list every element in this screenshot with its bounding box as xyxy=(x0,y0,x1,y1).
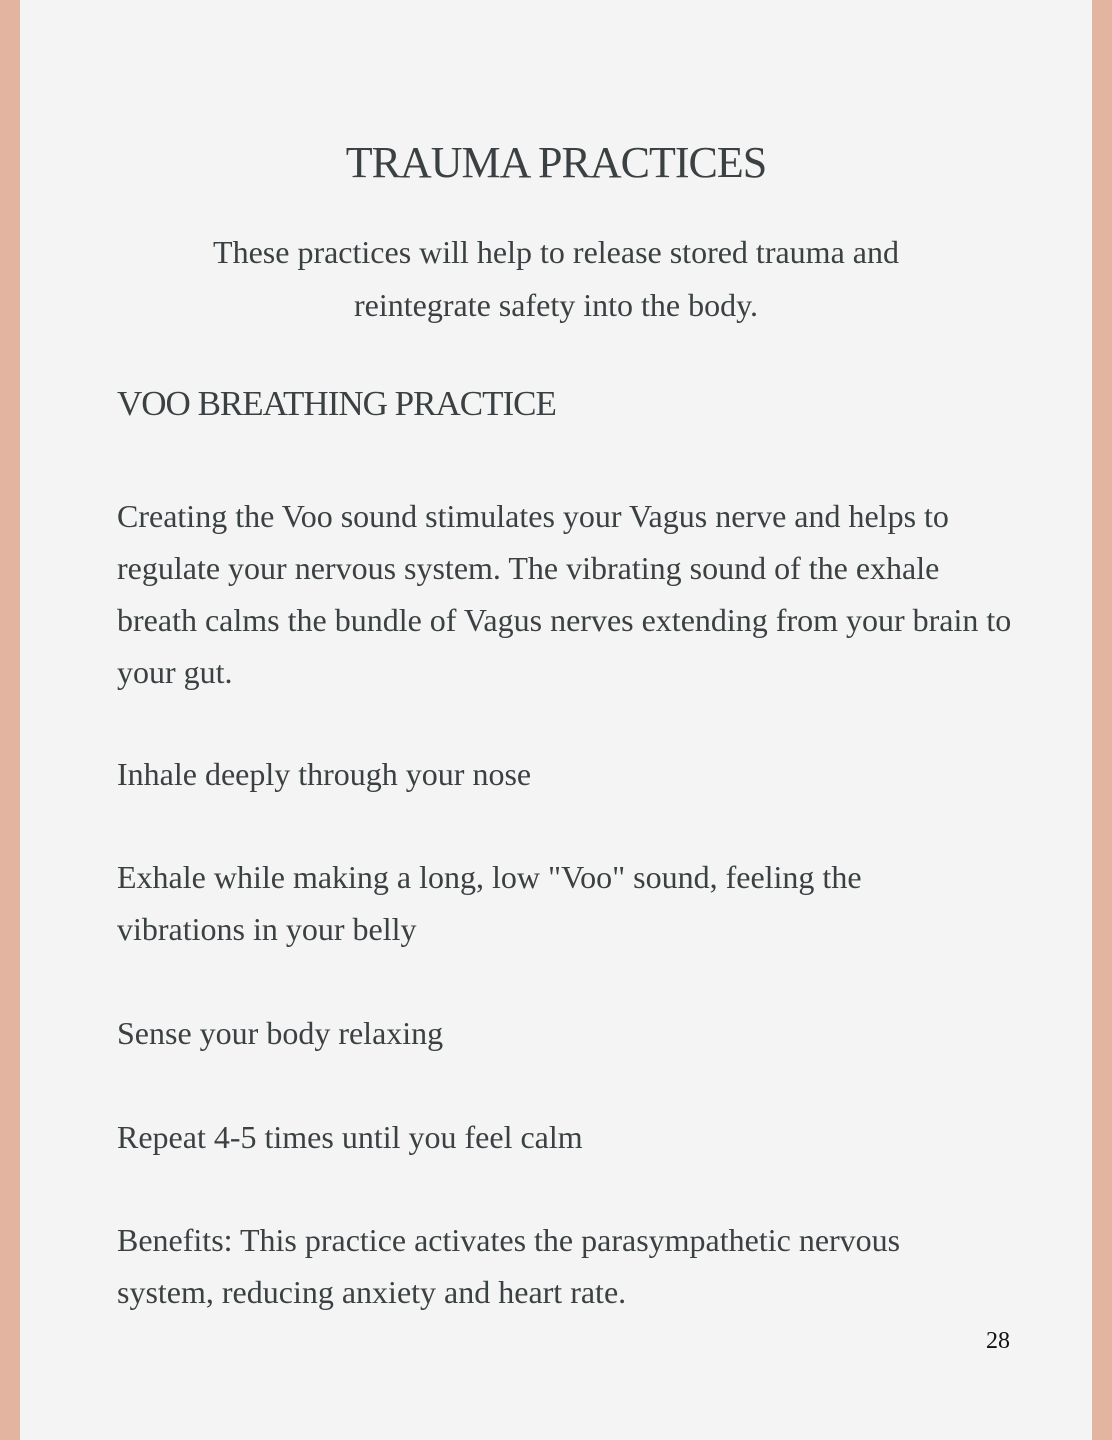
page-title: TRAUMA PRACTICES xyxy=(345,138,767,188)
step-1: Inhale deeply through your nose xyxy=(117,756,532,792)
intro-text xyxy=(0,226,1112,332)
description-paragraph: Creating the Voo sound stimulates your Vagus nerve and helps to regulate your nervous system. The vibrating sound of the exhale breath calms the bundle of Vagus nerves extending from your brain to your gut. xyxy=(117,498,1012,690)
step-2: Exhale while making a long, low "Voo" sound, feeling the vibrations in your belly xyxy=(117,859,862,947)
step-4: Repeat 4-5 times until you feel calm xyxy=(117,1119,583,1155)
section-heading: VOO BREATHING PRACTICE xyxy=(117,384,556,423)
document-page xyxy=(20,0,1092,1440)
step-3: Sense your body relaxing xyxy=(117,1015,444,1051)
intro-text-content: These practices will help to release stored trauma and reintegrate safety into the body. xyxy=(213,234,899,323)
benefits-paragraph: Benefits: This practice activates the parasympathetic nervous system, reducing anxiety and heart rate. xyxy=(117,1222,901,1310)
page-number: 28 xyxy=(986,1328,1010,1354)
